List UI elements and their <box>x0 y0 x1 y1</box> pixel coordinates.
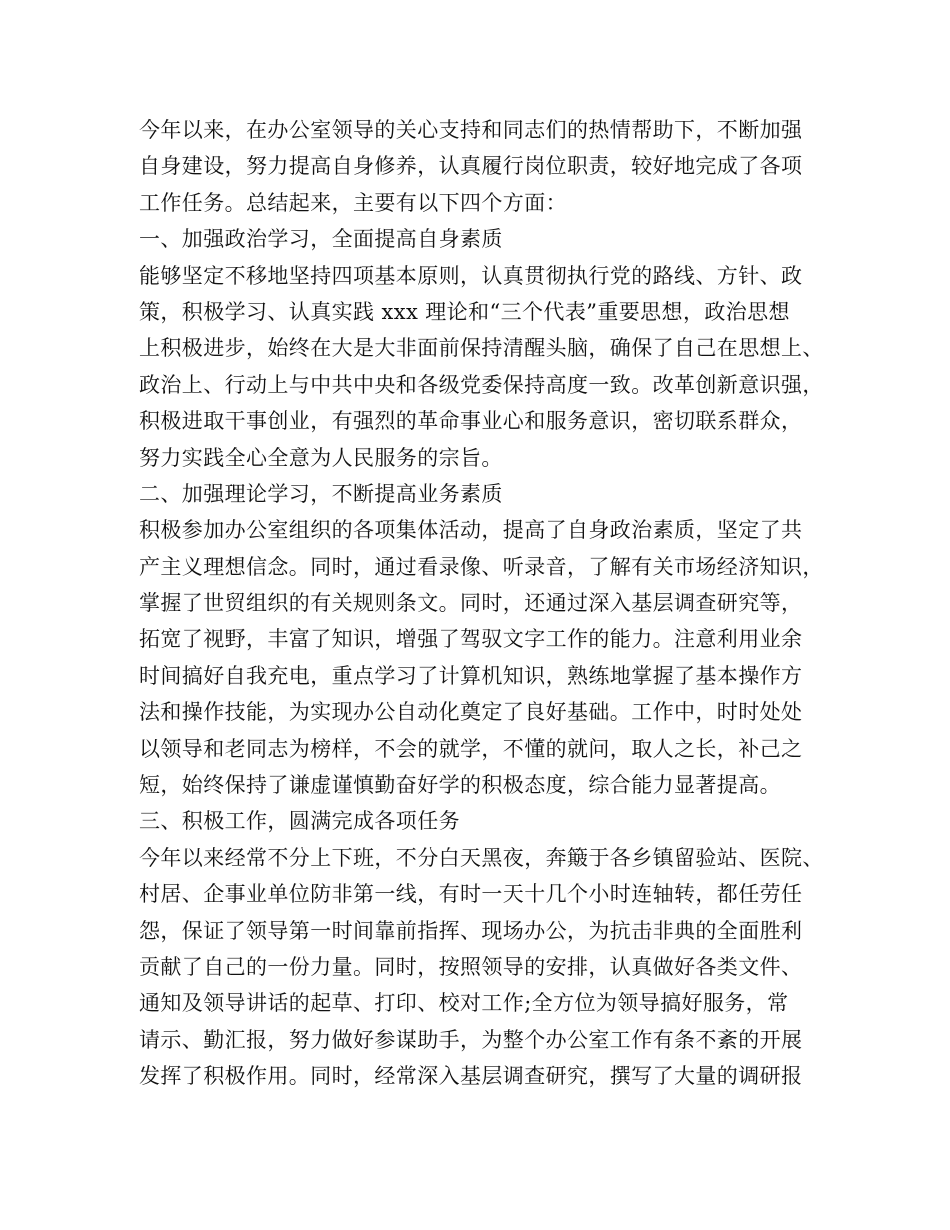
section-1-line: 策，积极学习、认真实践 xxx 理论和“三个代表”重要思想，政治思想 <box>139 299 790 324</box>
section-3-line: 村居、企事业单位防非第一线，有时一天十几个小时连轴转，都任劳任 <box>139 882 803 907</box>
section-1-line: 努力实践全心全意为人民服务的宗旨。 <box>139 445 503 470</box>
section-3-line: 发挥了积极作用。同时，经常深入基层调查研究，撰写了大量的调研报 <box>139 1064 803 1089</box>
document-body <box>139 112 829 1095</box>
section-3-line: 今年以来经常不分上下班，不分白天黑夜，奔簸于各乡镇留验站、医院、 <box>139 845 824 870</box>
section-2-line: 产主义理想信念。同时，通过看录像、听录音，了解有关市场经济知识， <box>139 554 824 579</box>
section-heading-2: 二、加强理论学习，不断提高业务素质 <box>139 481 503 506</box>
section-1-line: 政治上、行动上与中共中央和各级党委保持高度一致。改革创新意识强， <box>139 372 824 397</box>
intro-line: 今年以来，在办公室领导的关心支持和同志们的热情帮助下，不断加强 <box>139 118 803 142</box>
intro-line: 工作任务。总结起来，主要有以下四个方面： <box>139 190 567 215</box>
section-2-line: 短，始终保持了谦虚谨慎勤奋好学的积极态度，综合能力显著提高。 <box>139 773 781 798</box>
section-2-line: 积极参加办公室组织的各项集体活动，提高了自身政治素质，坚定了共 <box>139 518 803 543</box>
section-1-line: 上积极进步，始终在大是大非面前保持清醒头脑，确保了自己在思想上、 <box>139 336 824 361</box>
section-2-line: 以领导和老同志为榜样，不会的就学，不懂的就问，取人之长，补己之 <box>139 736 803 761</box>
section-heading-1: 一、加强政治学习，全面提高自身素质 <box>139 227 503 252</box>
section-2-line: 掌握了世贸组织的有关规则条文。同时，还通过深入基层调查研究等， <box>139 591 803 616</box>
intro-line: 自身建设，努力提高自身修养，认真履行岗位职责，较好地完成了各项 <box>139 154 803 179</box>
section-1-line: 能够坚定不移地坚持四项基本原则，认真贯彻执行党的路线、方针、政 <box>139 263 803 288</box>
section-3-line: 通知及领导讲话的起草、打印、校对工作;全方位为领导搞好服务，常 <box>139 991 789 1016</box>
section-2-line: 时间搞好自我充电，重点学习了计算机知识，熟练地掌握了基本操作方 <box>139 663 803 688</box>
section-3-line: 请示、勤汇报，努力做好参谋助手，为整个办公室工作有条不紊的开展 <box>139 1027 803 1052</box>
section-3-line: 怨，保证了领导第一时间靠前指挥、现场办公，为抗击非典的全面胜利 <box>139 918 803 943</box>
section-3-line: 贡献了自己的一份力量。同时，按照领导的安排，认真做好各类文件、 <box>139 954 803 979</box>
section-heading-3: 三、积极工作，圆满完成各项任务 <box>139 809 460 834</box>
section-1-line: 积极进取干事创业，有强烈的革命事业心和服务意识，密切联系群众， <box>139 409 803 434</box>
section-2-line: 拓宽了视野，丰富了知识，增强了驾驭文字工作的能力。注意利用业余 <box>139 627 803 652</box>
section-2-line: 法和操作技能，为实现办公自动化奠定了良好基础。工作中，时时处处 <box>139 700 803 725</box>
